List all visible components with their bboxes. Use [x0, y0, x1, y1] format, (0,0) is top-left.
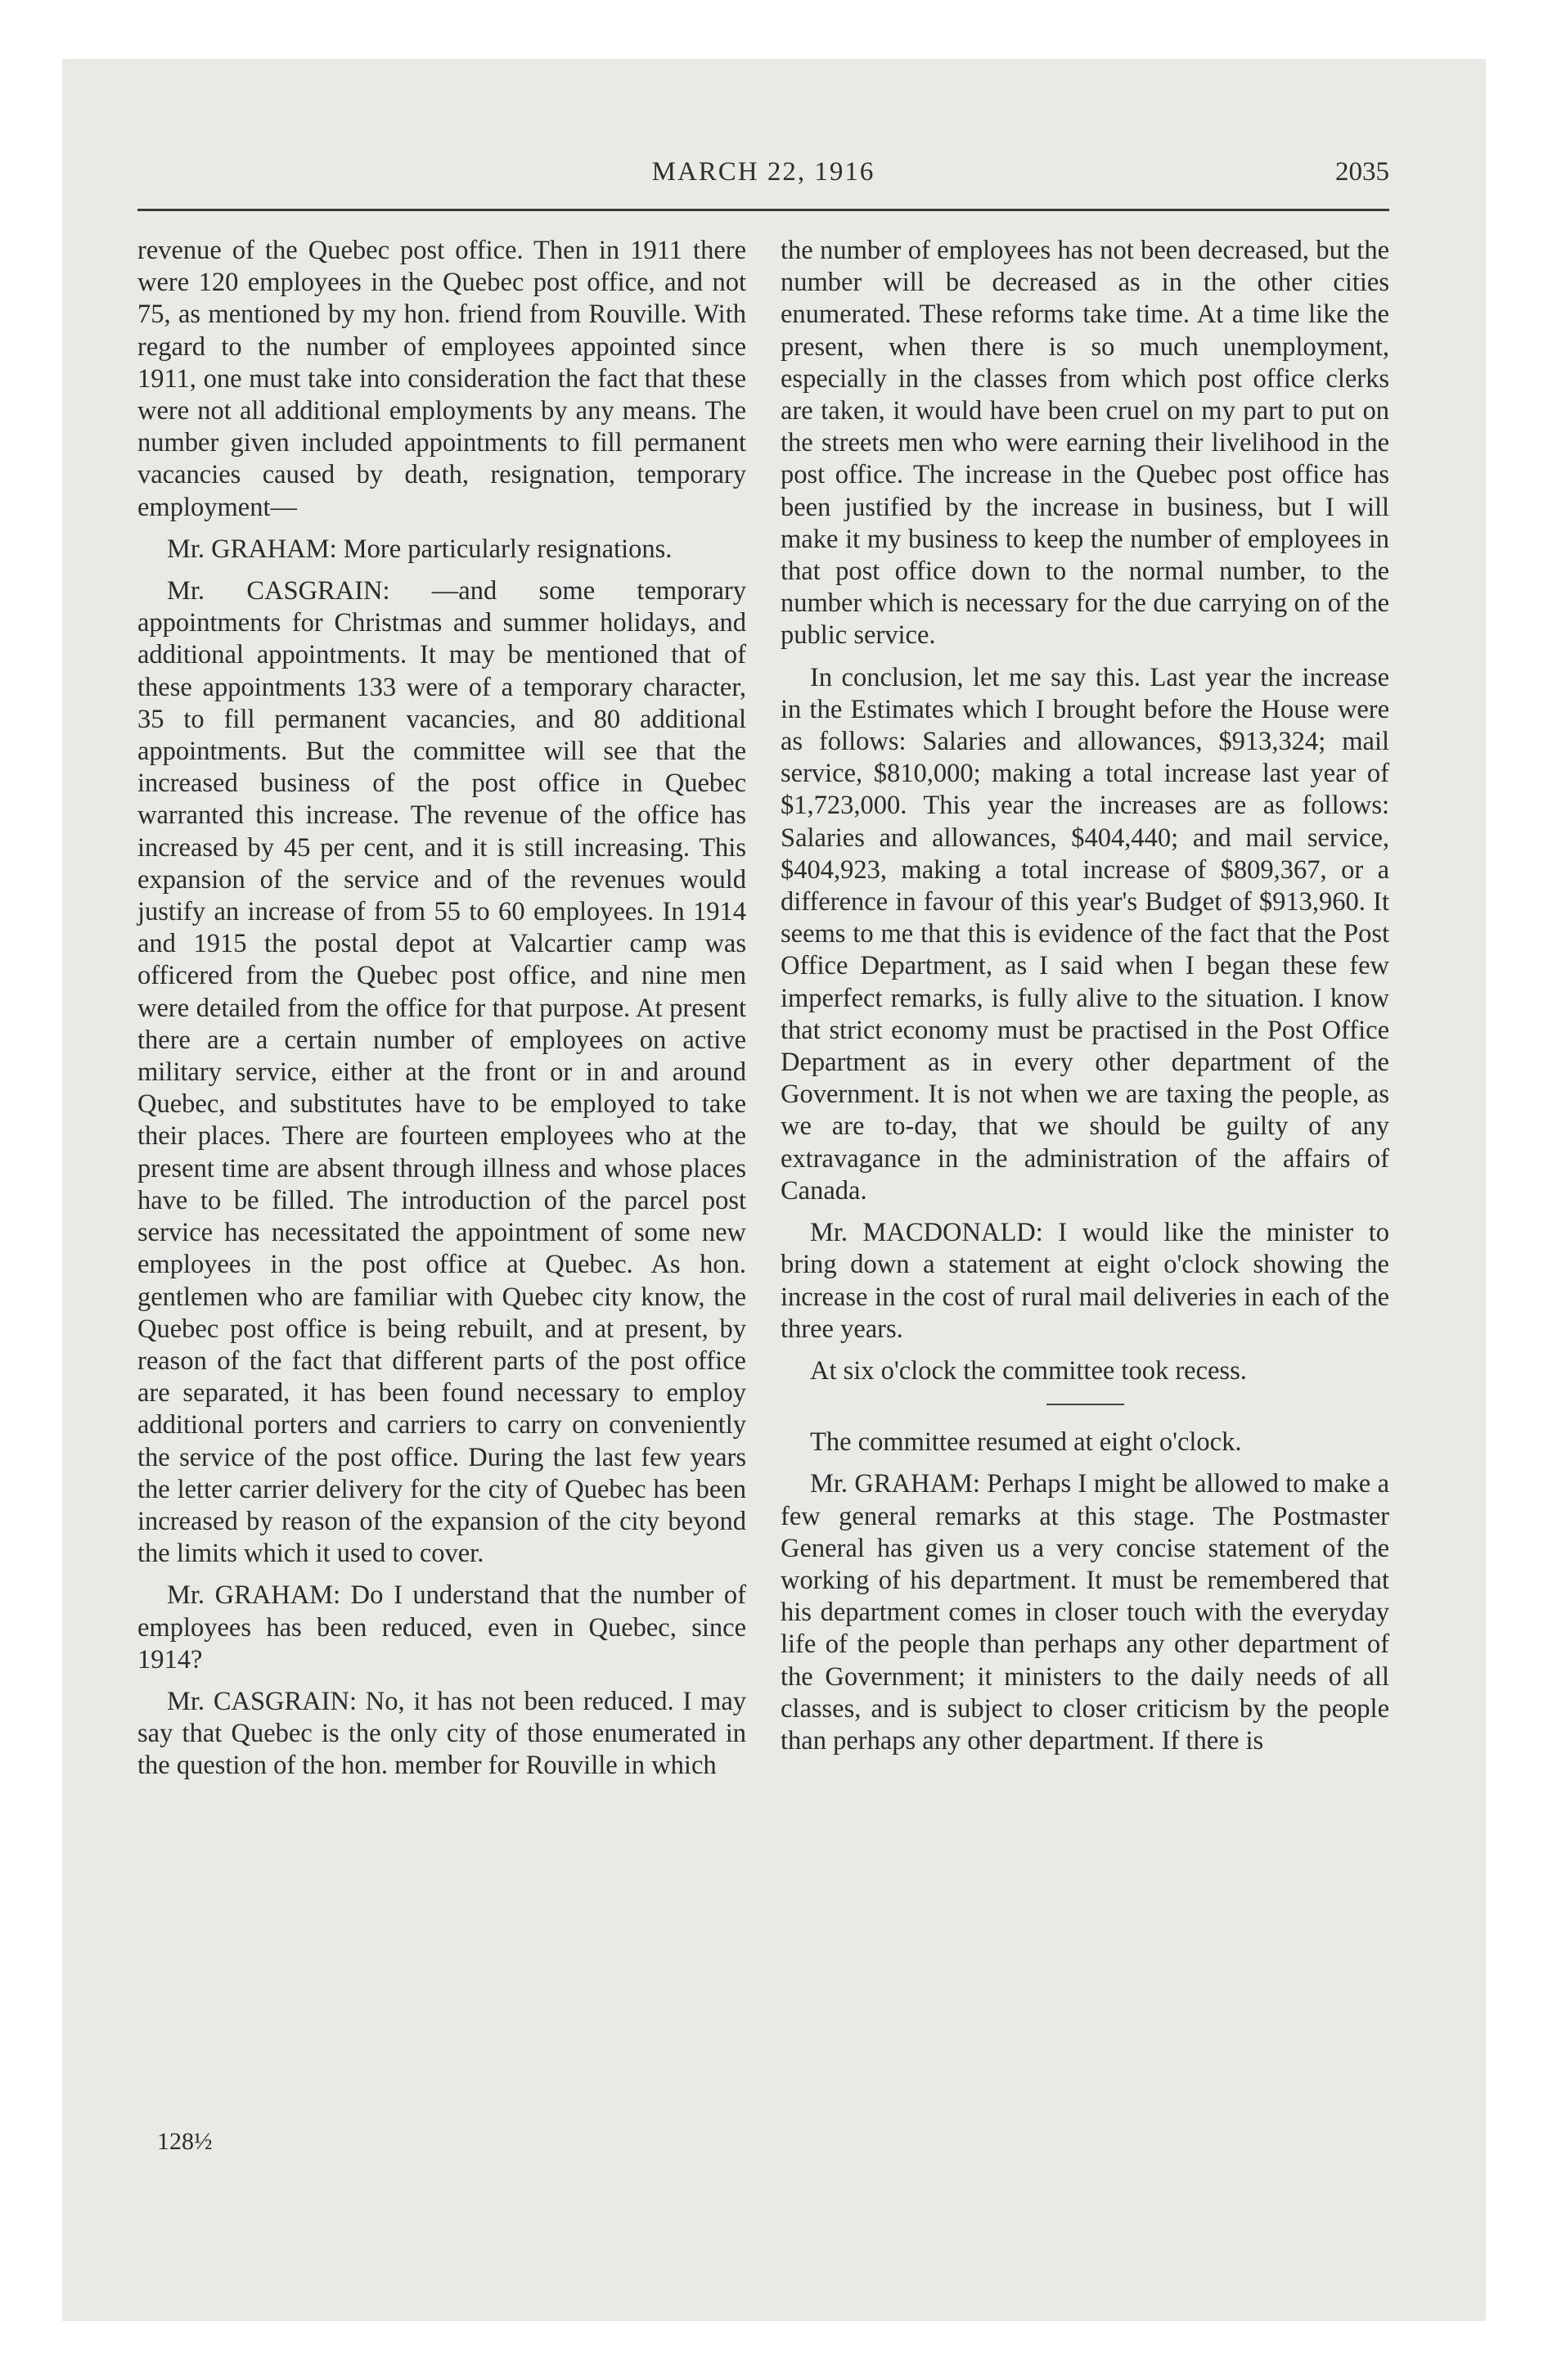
left-column: [137, 235, 746, 1792]
paragraph: The committee resumed at eight o'clock.: [810, 1427, 1242, 1458]
page-number: 2035: [1335, 157, 1389, 187]
paragraph: the number of employees has not been decreased, but the number will be decreased as in the other cities enumerated. These reforms take time. At a time like the present, when there is so much unemployment, especially in the classes from which post office clerks are taken, it would have been cruel on my part to put on the streets men who were earning their livelihood in the post office. The increase in the Quebec post office has been justified by the increase in business, but I will make it my business to keep the number of employees in that post office down to the normal number, to the number which is necessary for the due carrying on of the public service.: [781, 236, 1389, 651]
paragraph: Mr. GRAHAM: Do I understand that the number of employees has been reduced, even in Quebec, since 1914?: [137, 1580, 746, 1675]
paragraph: Mr. CASGRAIN: No, it has not been reduced. I may say that Quebec is the only city of those enumerated in the question of the hon. member for Rouville in which: [137, 1686, 746, 1781]
header-rule: [137, 209, 1389, 211]
paragraph: Mr. CASGRAIN: —and some temporary appointments for Christmas and summer holidays, and additional appointments. It may be mentioned that of these appointments 133 were of a temporary character, 35 to fill permanent vacancies, and 80 additional appointments. But the committee will see that the increased business of the post office in Quebec warranted this increase. The revenue of the office has increased by 45 per cent, and it is still increasing. This expansion of the service and of the revenues would justify an increase of from 55 to 60 employees. In 1914 and 1915 the postal depot at Valcartier camp was officered from the Quebec post office, and nine men were detailed from the office for that purpose. At present there are a certain number of employees on active military service, either at the front or in and around Quebec, and substitutes have to be employed to take their places. There are fourteen employees who at the present time are absent through illness and whose places have to be filled. The introduction of the parcel post service has necessitated the appointment of some new employees in the post office at Quebec. As hon. gentlemen who are familiar with Quebec city know, the Quebec post office is being rebuilt, and at present, by reason of the fact that different parts of the post office are separated, it has been found necessary to employ additional porters and carriers to carry on conveniently the service of the post office. During the last few years the letter carrier delivery for the city of Quebec has been increased by reason of the expansion of the city beyond the limits which it used to cover.: [137, 576, 746, 1569]
paragraph: In conclusion, let me say this. Last year the increase in the Estimates which I brought before the House were as follows: Salaries and allowances, $913,324; mail service, $810,000; making a total increase last year of $1,723,000. This year the increases are as follows: Salaries and allowances, $404,440; and mail service, $404,923, making a total increase of $809,367, or a difference in favour of this year's Budget of $913,960. It seems to me that this is evidence of the fact that the Post Office Department, as I said when I began these few imperfect remarks, is fully alive to the situation. I know that strict economy must be practised in the Post Office Department as in every other department of the Government. It is not when we are taxing the people, as we are to-day, that we should be guilty of any extravagance in the administration of the affairs of Canada.: [781, 662, 1389, 1206]
paragraph: Mr. MACDONALD: I would like the minister to bring down a statement at eight o'clock showing the increase in the cost of rural mail deliveries in each of the three years.: [781, 1218, 1389, 1344]
paragraph: Mr. GRAHAM: Perhaps I might be allowed to make a few general remarks at this stage. The Postmaster General has given us a very concise statement of the working of his department. It must be remembered that his department comes in closer touch with the everyday life of the people than perhaps any other department of the Government; it ministers to the daily needs of all classes, and is subject to closer criticism by the people than perhaps any other department. If there is: [781, 1469, 1389, 1756]
page-header: [137, 157, 1389, 206]
header-date: MARCH 22, 1916: [651, 157, 875, 187]
right-column: [781, 235, 1389, 1767]
paragraph: revenue of the Quebec post office. Then in 1911 there were 120 employees in the Quebec post office, and not 75, as mentioned by my hon. friend from Rouville. With regard to the number of employees appointed since 1911, one must take into consideration the fact that these were not all additional employments by any means. The number given included appointments to fill permanent vacancies caused by death, resignation, temporary employment—: [137, 236, 746, 522]
section-divider: [1046, 1404, 1124, 1405]
paragraph: At six o'clock the committee took recess.: [810, 1355, 1247, 1386]
signature-mark: 128½: [157, 2128, 213, 2155]
paragraph: Mr. GRAHAM: More particularly resignations.: [167, 534, 673, 564]
